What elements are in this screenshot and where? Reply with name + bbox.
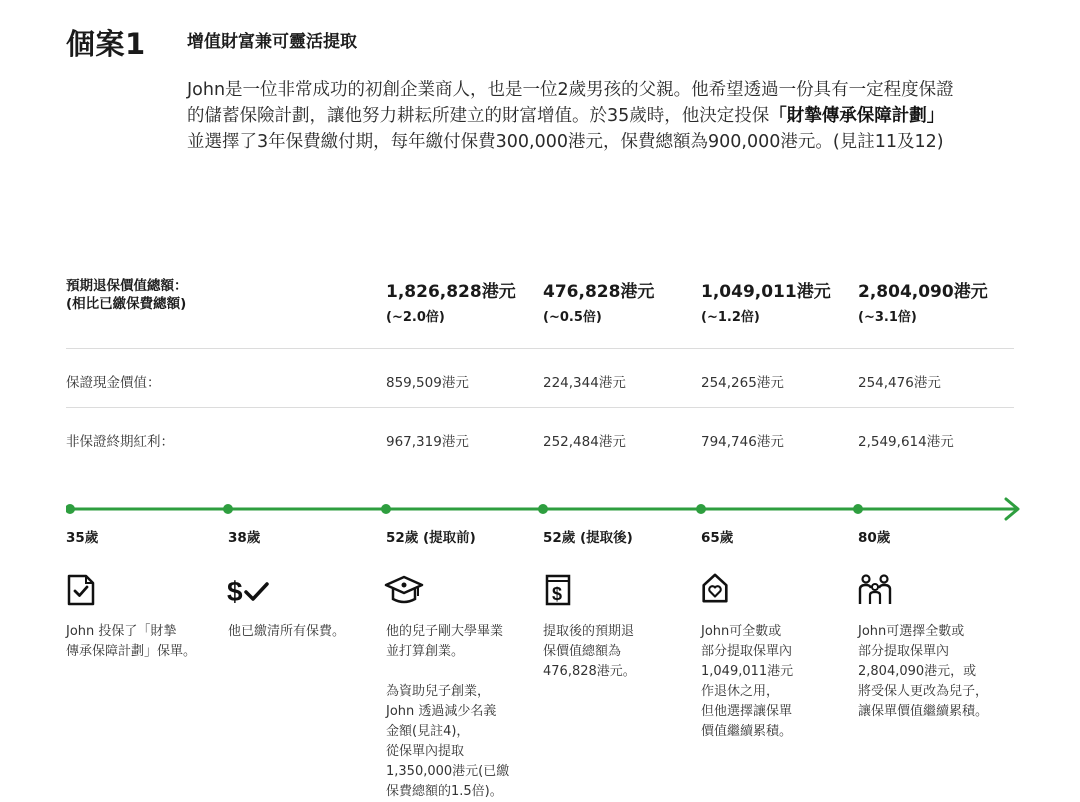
svg-text:$: $: [227, 576, 243, 607]
terminal-bonus-label: 非保證終期紅利：: [66, 434, 174, 450]
divider: [66, 348, 1014, 349]
home-heart-icon: [700, 572, 730, 604]
timeline-dot: [381, 504, 391, 514]
desc-line: 作退休之用，: [701, 684, 780, 699]
total-multiple: (~3.1倍): [858, 310, 917, 325]
timeline-dot: [223, 504, 233, 514]
desc-line: John可選擇全數或: [858, 624, 965, 639]
desc-line: John 投保了「財摯: [66, 624, 177, 639]
guaranteed-cash-label: 保證現金價值：: [66, 375, 161, 391]
desc-line: 1,049,011港元: [701, 664, 794, 679]
total-label-line: 預期退保價值總額：: [66, 278, 188, 294]
total-cell: [386, 277, 516, 325]
desc-line: John可全數或: [701, 624, 782, 639]
divider: [66, 407, 1014, 408]
milestone-age: 52歲 (提取前): [386, 530, 476, 546]
total-label-line: (相比已繳保費總額): [66, 296, 187, 312]
desc-line: 傳承保障計劃」保單。: [66, 644, 197, 659]
total-amount: 2,804,090港元: [858, 282, 988, 302]
desc-line: 部分提取保單內: [858, 644, 950, 659]
total-surrender-label: [66, 277, 188, 313]
graduation-cap-icon: [384, 574, 424, 606]
plan-name: 「財摯傳承保障計劃」: [769, 106, 945, 126]
total-multiple: (~1.2倍): [701, 310, 760, 325]
milestone-desc: [543, 622, 693, 682]
intro-paragraph: [187, 77, 1027, 155]
desc-line: 2,804,090港元，或: [858, 664, 977, 679]
intro-text: 的儲蓄保險計劃，讓他努力耕耘所建立的財富增值。於35歲時，他決定投保: [187, 106, 770, 126]
desc-line: 為資助兒子創業，: [386, 684, 491, 699]
guaranteed-cash-value: 859,509港元: [386, 375, 469, 391]
intro-line: [187, 103, 1027, 129]
case-title: 個案1: [66, 27, 146, 61]
case-subtitle: 增值財富兼可靈活提取: [187, 32, 357, 52]
intro-line: John是一位非常成功的初創企業商人，也是一位2歲男孩的父親。他希望透過一份具有一定程度保證: [187, 80, 954, 100]
milestone-age: 65歲: [701, 530, 734, 546]
desc-line: 保費總額的1.5倍)。: [386, 784, 503, 799]
total-cell: [858, 277, 988, 325]
timeline-arrow: [66, 494, 1026, 524]
terminal-bonus-value: 794,746港元: [701, 434, 784, 450]
milestone-desc: [701, 622, 851, 742]
guaranteed-cash-value: 224,344港元: [543, 375, 626, 391]
timeline-dot: [66, 504, 75, 514]
milestone-age: 38歲: [228, 530, 261, 546]
desc-line: 價值繼續累積。: [701, 724, 793, 739]
intro-line: 並選擇了3年保費繳付期，每年繳付保費300,000港元，保費總額為900,000港元。(見註11及12): [187, 132, 944, 152]
desc-line: 讓保單價值繼續累積。: [858, 704, 989, 719]
terminal-bonus-value: 967,319港元: [386, 434, 469, 450]
milestone-age: 80歲: [858, 530, 891, 546]
guaranteed-cash-value: 254,265港元: [701, 375, 784, 391]
timeline-dot: [696, 504, 706, 514]
desc-line: 金額(見註4)，: [386, 724, 470, 739]
desc-line: 部分提取保單內: [701, 644, 793, 659]
milestone-age: 52歲 (提取後): [543, 530, 633, 546]
total-amount: 1,049,011港元: [701, 282, 831, 302]
desc-line: 提取後的預期退: [543, 624, 635, 639]
guaranteed-cash-value: 254,476港元: [858, 375, 941, 391]
milestone-desc: [386, 622, 536, 662]
total-cell: [543, 277, 654, 325]
dollar-bill-icon: [543, 574, 573, 606]
terminal-bonus-value: 252,484港元: [543, 434, 626, 450]
total-multiple: (~0.5倍): [543, 310, 602, 325]
desc-line: 他已繳清所有保費。: [228, 624, 346, 639]
milestone-desc: [228, 622, 378, 642]
desc-line: 並打算創業。: [386, 644, 465, 659]
total-amount: 476,828港元: [543, 282, 655, 302]
desc-line: 476,828港元。: [543, 664, 636, 679]
milestone-age: 35歲: [66, 530, 99, 546]
desc-line: 但他選擇讓保單: [701, 704, 793, 719]
family-icon: [857, 574, 893, 606]
desc-line: 從保單內提取: [386, 744, 465, 759]
desc-line: 將受保人更改為兒子，: [858, 684, 989, 699]
milestone-desc: [858, 622, 1028, 722]
timeline-dot: [853, 504, 863, 514]
total-multiple: (~2.0倍): [386, 310, 445, 325]
dollar-check-icon: [227, 575, 271, 607]
desc-line: John 透過減少名義: [386, 704, 497, 719]
svg-text:$: $: [552, 584, 563, 604]
timeline-dot: [538, 504, 548, 514]
total-cell: [701, 277, 831, 325]
document-check-icon: [66, 574, 96, 606]
milestone-desc-extra: [386, 682, 536, 802]
total-amount: 1,826,828港元: [386, 282, 516, 302]
milestone-desc: [66, 622, 216, 662]
terminal-bonus-value: 2,549,614港元: [858, 434, 954, 450]
desc-line: 他的兒子剛大學畢業: [386, 624, 504, 639]
desc-line: 保價值總額為: [543, 644, 622, 659]
desc-line: 1,350,000港元(已繳: [386, 764, 510, 779]
